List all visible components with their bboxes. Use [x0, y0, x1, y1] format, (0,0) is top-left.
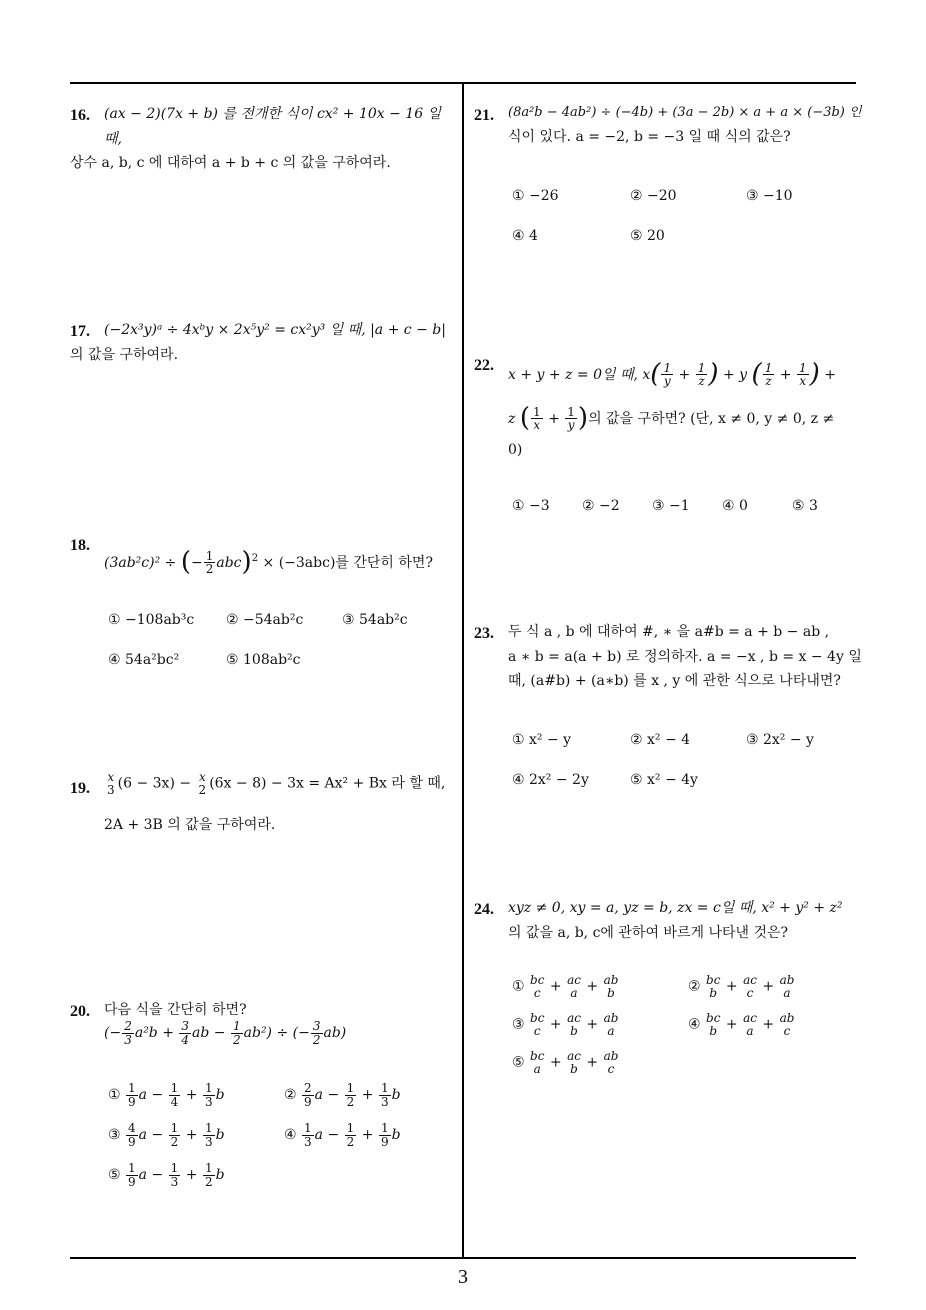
choice-3[interactable]: ③ $\frac{4}{9}$ a − $\frac{1}{2}$ + $\frac{1}{3}$ b	[108, 1121, 225, 1149]
question-number: 19.	[70, 780, 90, 797]
question-number: 22.	[474, 357, 494, 374]
choice-1[interactable]: ① −108ab³c	[108, 612, 195, 628]
question-text: xyz ≠ 0, xy = a, yz = b, zx = c일 때, x² + y² + z²	[508, 900, 843, 916]
expression-part: × (−3abc)를 간단히 하면?	[262, 554, 433, 571]
choice-5[interactable]: ⑤ $\frac{1}{9}$ a − $\frac{1}{3}$ + $\frac{1}{2}$ b	[108, 1161, 225, 1189]
expression-part: abc	[216, 554, 242, 571]
choice-4[interactable]: ④ 2x² − 2y	[512, 772, 589, 788]
expression: (− $\frac{2}{3}$ a²b + $\frac{3}{4}$ ab − $\frac{1}{2}$ ab²) ÷ (− $\frac{3}{2}$ ab)	[104, 1019, 347, 1047]
choice-1[interactable]: ① $\frac{1}{9}$ a − $\frac{1}{4}$ + $\frac{1}{3}$ b	[108, 1081, 225, 1109]
choice-5[interactable]: ⑤ 108ab²c	[226, 652, 301, 668]
choice-5[interactable]: ⑤ x² − 4y	[630, 772, 698, 788]
choice-5[interactable]: ⑤ 3	[792, 498, 818, 514]
choice-4[interactable]: ④ 54a²bc²	[108, 652, 180, 668]
question-text: 의 값을 구하여라.	[70, 346, 179, 363]
question-text: 때, (a#b) + (a∗b) 를 x , y 에 관한 식으로 나타내면?	[508, 673, 841, 689]
choice-4[interactable]: ④ 4	[512, 228, 538, 244]
question-number: 20.	[70, 1003, 90, 1020]
choice-2[interactable]: ② x² − 4	[630, 732, 691, 748]
expression-part: (3ab²c)² ÷	[104, 554, 177, 571]
fraction: $\frac{1}{2}$	[205, 548, 214, 577]
bottom-rule	[70, 1257, 856, 1259]
question-text: 두 식 a , b 에 대하여 #, ∗ 을 a#b = a + b − ab ,	[508, 624, 830, 640]
choice-1[interactable]: ① −3	[512, 498, 550, 514]
expression: x + y + z = 0일 때, x( $\frac{1}{y}$ + $\frac{1}{z}$ ) + y ( $\frac{1}{z}$ + $\frac{1}{x}$ ) +	[508, 359, 836, 389]
choice-3[interactable]: ③ 2x² − y	[746, 732, 814, 748]
question-number: 17.	[70, 323, 90, 340]
choice-3[interactable]: ③ −10	[746, 188, 793, 204]
choice-5[interactable]: ⑤ 20	[630, 228, 665, 244]
paren-open: (	[180, 547, 191, 577]
choice-1[interactable]: ① bc c + ac a + ab b	[512, 973, 619, 1000]
choice-5[interactable]: ⑤ bc a + ac b + ab c	[512, 1049, 619, 1076]
question-text: 의 값을 a, b, c에 관하여 바르게 나타낸 것은?	[508, 924, 789, 941]
question-text: 식이 있다. a = −2, b = −3 일 때 식의 값은?	[508, 128, 791, 145]
question-number: 23.	[474, 625, 494, 642]
paren-close: )	[241, 547, 252, 577]
column-divider	[462, 83, 464, 1258]
question-text: 다음 식을 간단히 하면?	[104, 1002, 247, 1018]
page-number: 3	[458, 1266, 468, 1288]
choice-1[interactable]: ① x² − y	[512, 732, 572, 748]
question-text: 상수 a, b, c 에 대하여 a + b + c 의 값을 구하여라.	[70, 155, 391, 171]
question-number: 21.	[474, 107, 494, 124]
expression-part: (6x − 8) − 3x = Ax² + Bx 라 할 때,	[209, 775, 446, 792]
expression: z ( $\frac{1}{x}$ + $\frac{1}{y}$ )의 값을 구하면? (단, x ≠ 0, y ≠ 0, z ≠	[508, 403, 835, 433]
question-text: (ax − 2)(7x + b) 를 전개한 식이 cx² + 10x − 16 일 때,	[104, 106, 442, 147]
choice-3[interactable]: ③ 54ab²c	[342, 612, 408, 628]
question-text: 의 값을 구하면? (단, x ≠ 0, y ≠ 0, z ≠	[588, 410, 835, 427]
fraction: x 3	[107, 770, 115, 797]
question-text: (−2x³y)ᵃ ÷ 4xᵇy × 2x⁵y² = cx²y³ 일 때, |a + c − b|	[104, 322, 446, 338]
question-number: 24.	[474, 901, 494, 918]
choice-2[interactable]: ② −20	[630, 188, 677, 204]
question-text: 2A + 3B 의 값을 구하여라.	[104, 817, 276, 833]
fraction: x 2	[198, 770, 207, 797]
choice-3[interactable]: ③ −1	[652, 498, 690, 514]
choice-3[interactable]: ③ bc c + ac b + ab a	[512, 1011, 619, 1038]
choice-4[interactable]: ④ $\frac{1}{3}$ a − $\frac{1}{2}$ + $\frac{1}{9}$ b	[284, 1121, 401, 1149]
choice-4[interactable]: ④ bc b + ac a + ab c	[688, 1011, 795, 1038]
choice-2[interactable]: ② −2	[582, 498, 620, 514]
expression-part: (6 − 3x) −	[117, 775, 192, 792]
question-text: 0)	[508, 442, 523, 458]
question-number: 18.	[70, 537, 90, 554]
question-number: 16.	[70, 107, 90, 124]
choice-2[interactable]: ② $\frac{2}{9}$ a − $\frac{1}{2}$ + $\frac{1}{3}$ b	[284, 1081, 401, 1109]
choice-2[interactable]: ② −54ab²c	[226, 612, 304, 628]
question-text: a ∗ b = a(a + b) 로 정의하자. a = −x , b = x − 4y 일	[508, 648, 862, 665]
question-text: (8a²b − 4ab²) ÷ (−4b) + (3a − 2b) × a + a × (−3b) 인	[508, 105, 862, 120]
choice-2[interactable]: ② bc b + ac c + ab a	[688, 973, 795, 1000]
choice-4[interactable]: ④ 0	[722, 498, 748, 514]
choice-1[interactable]: ① −26	[512, 188, 559, 204]
